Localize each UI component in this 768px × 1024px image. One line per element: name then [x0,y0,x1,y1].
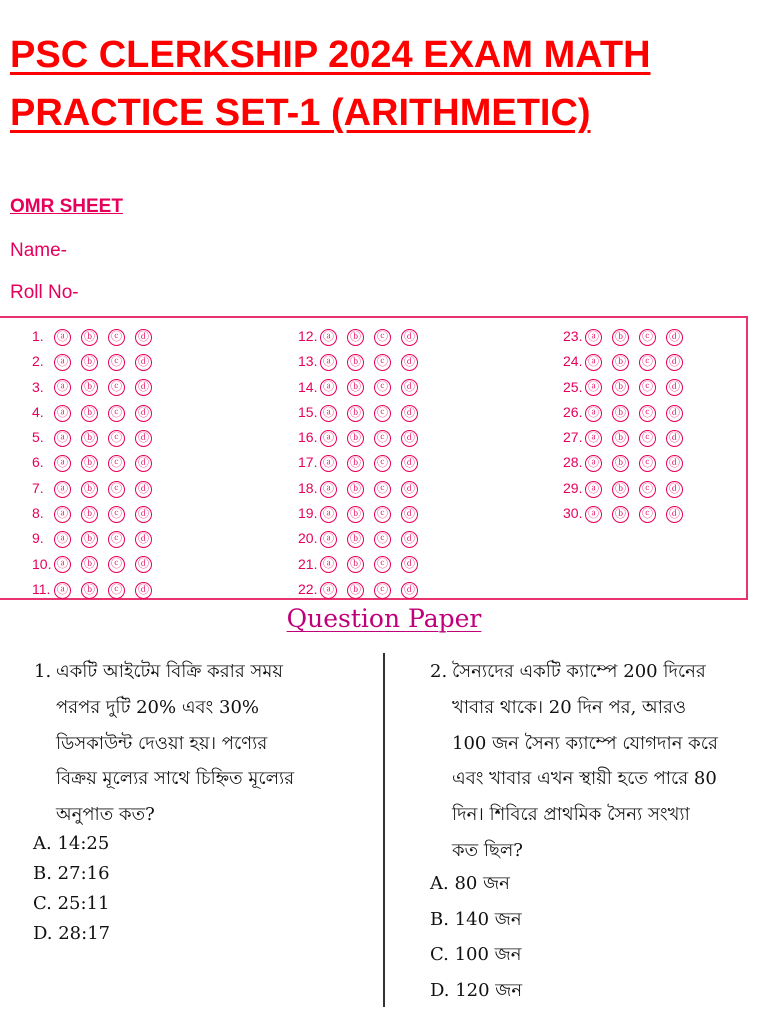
omr-bubble[interactable]: ⓒ [108,379,125,396]
omr-bubble[interactable]: ⓒ [108,481,125,498]
omr-bubble[interactable]: ⓒ [639,430,656,447]
omr-row [563,425,693,450]
omr-bubble[interactable]: ⓓ [135,379,152,396]
omr-bubble[interactable]: ⓒ [108,506,125,523]
omr-row [563,324,693,349]
answer-option: D. 120 জন [430,979,523,1001]
question-paper-heading: Question Paper [286,604,482,633]
omr-bubble[interactable]: ⓒ [108,556,125,573]
omr-question-number: 30. [563,505,583,522]
omr-bubble[interactable]: ⓓ [666,405,683,422]
omr-bubble[interactable]: ⓒ [374,430,391,447]
omr-bubble[interactable]: ⓑ [612,481,629,498]
omr-bubble[interactable]: ⓓ [135,556,152,573]
omr-bubble[interactable]: ⓐ [54,379,71,396]
question-line: ডিসকাউন্ট দেওয়া হয়। পণ্যের [56,732,268,754]
page-title [10,26,760,142]
omr-bubble[interactable]: ⓑ [612,354,629,371]
omr-bubble[interactable]: ⓐ [54,506,71,523]
omr-row [32,476,162,501]
title-line-2: PRACTICE SET-1 (ARITHMETIC) [10,92,591,134]
question-1-number: 1. [34,661,52,682]
omr-bubble[interactable]: ⓐ [585,405,602,422]
omr-question-number: 7. [32,479,44,496]
answer-option: B. 140 জন [430,908,522,930]
omr-bubble[interactable]: ⓒ [639,405,656,422]
omr-question-number: 12. [298,328,318,344]
omr-row [32,526,162,551]
omr-row [32,324,162,349]
omr-question-number: 6. [32,454,44,471]
omr-bubble[interactable]: ⓑ [347,582,364,599]
omr-bubble[interactable]: ⓑ [81,556,98,573]
omr-bubble[interactable]: ⓑ [81,379,98,396]
omr-bubble[interactable]: ⓒ [639,354,656,371]
question-line: একটি আইটেম বিক্রি করার সময় [56,661,283,682]
question-line: কত ছিল? [452,839,523,861]
omr-bubble[interactable]: ⓐ [54,455,71,472]
omr-bubble[interactable]: ⓑ [81,455,98,472]
answer-option: A. 80 জন [430,873,510,894]
roll-field-label: Roll No- [10,282,79,303]
omr-answer-grid [0,316,748,600]
omr-bubble[interactable]: ⓑ [347,481,364,498]
omr-bubble[interactable]: ⓑ [81,481,98,498]
omr-question-number: 2. [32,353,44,370]
omr-question-number: 20. [298,530,318,547]
omr-question-number: 29. [563,479,583,496]
omr-bubble[interactable]: ⓒ [639,379,656,396]
omr-row [32,375,162,400]
omr-question-number: 13. [298,353,318,370]
omr-bubble[interactable]: ⓒ [639,481,656,498]
omr-row [563,450,693,475]
omr-bubble[interactable]: ⓐ [54,354,71,371]
question-2-text [452,654,718,869]
omr-row [298,476,428,501]
omr-bubble[interactable]: ⓓ [135,481,152,498]
omr-bubble[interactable]: ⓓ [135,354,152,371]
omr-bubble[interactable]: ⓓ [135,531,152,548]
omr-bubble[interactable]: ⓑ [347,430,364,447]
omr-row [298,526,428,551]
omr-bubble[interactable]: ⓐ [54,430,71,447]
omr-bubble[interactable]: ⓑ [347,506,364,523]
question-line: সৈন্যদের একটি ক্যাম্পে 200 দিনের [452,661,706,682]
omr-bubble[interactable]: ⓐ [320,379,337,396]
question-1-text [56,654,294,833]
omr-bubble[interactable]: ⓐ [585,430,602,447]
omr-bubble[interactable]: ⓓ [666,481,683,498]
omr-question-number: 21. [298,555,318,572]
omr-question-number: 22. [298,580,318,597]
omr-bubble[interactable]: ⓐ [54,582,71,599]
omr-bubble[interactable]: ⓓ [135,430,152,447]
omr-row [298,324,428,349]
omr-bubble[interactable]: ⓒ [639,329,656,346]
omr-bubble[interactable]: ⓑ [347,354,364,371]
omr-bubble[interactable]: ⓓ [401,405,418,422]
omr-row [563,501,693,526]
omr-bubble[interactable]: ⓑ [81,430,98,447]
omr-bubble[interactable]: ⓒ [108,329,125,346]
omr-bubble[interactable]: ⓒ [374,329,391,346]
omr-column-1 [32,324,162,602]
omr-bubble[interactable]: ⓓ [135,329,152,346]
omr-bubble[interactable]: ⓓ [401,354,418,371]
omr-bubble[interactable]: ⓓ [401,556,418,573]
omr-row [563,349,693,374]
omr-bubble[interactable]: ⓒ [374,354,391,371]
omr-bubble[interactable]: ⓑ [612,405,629,422]
omr-bubble[interactable]: ⓓ [135,455,152,472]
omr-bubble[interactable]: ⓐ [320,455,337,472]
omr-bubble[interactable]: ⓑ [347,556,364,573]
omr-question-number: 23. [563,328,583,344]
omr-row [563,400,693,425]
question-line: পরপর দুটি 20% এবং 30% [56,696,260,718]
omr-bubble[interactable]: ⓓ [401,481,418,498]
omr-bubble[interactable]: ⓒ [374,556,391,573]
omr-bubble[interactable]: ⓑ [612,379,629,396]
omr-question-number: 3. [32,378,44,395]
answer-option: A. 14:25 [33,833,110,854]
omr-row [298,552,428,577]
question-line: খাবার থাকে। 20 দিন পর, আরও [452,696,687,718]
omr-question-number: 11. [32,580,51,597]
omr-bubble[interactable]: ⓒ [639,506,656,523]
answer-option: C. 25:11 [33,893,110,914]
omr-bubble[interactable]: ⓐ [320,582,337,599]
omr-bubble[interactable]: ⓐ [54,481,71,498]
omr-bubble[interactable]: ⓒ [374,531,391,548]
omr-bubble[interactable]: ⓓ [135,405,152,422]
omr-bubble[interactable]: ⓑ [81,506,98,523]
omr-bubble[interactable]: ⓐ [585,455,602,472]
omr-question-number: 9. [32,530,44,547]
omr-bubble[interactable]: ⓒ [108,354,125,371]
omr-bubble[interactable]: ⓒ [108,531,125,548]
omr-bubble[interactable]: ⓓ [401,329,418,346]
omr-bubble[interactable]: ⓐ [54,405,71,422]
omr-bubble[interactable]: ⓑ [612,455,629,472]
omr-question-number: 10. [32,555,52,572]
omr-bubble[interactable]: ⓑ [612,430,629,447]
omr-bubble[interactable]: ⓒ [374,481,391,498]
omr-question-number: 15. [298,403,318,420]
omr-question-number: 25. [563,378,583,395]
omr-bubble[interactable]: ⓑ [81,354,98,371]
name-field-label: Name- [10,240,68,261]
omr-bubble[interactable]: ⓐ [320,556,337,573]
omr-bubble[interactable]: ⓒ [374,405,391,422]
omr-bubble[interactable]: ⓐ [54,531,71,548]
question-line: এবং খাবার এখন স্থায়ী হতে পারে 80 [452,768,717,790]
omr-bubble[interactable]: ⓓ [135,582,152,599]
omr-bubble[interactable]: ⓑ [347,531,364,548]
omr-bubble[interactable]: ⓑ [81,329,98,346]
omr-bubble[interactable]: ⓒ [374,455,391,472]
omr-bubble[interactable]: ⓓ [401,379,418,396]
omr-row [298,349,428,374]
omr-question-number: 5. [32,429,44,446]
omr-bubble[interactable]: ⓑ [612,506,629,523]
omr-row [298,450,428,475]
omr-row [298,400,428,425]
omr-row [32,349,162,374]
omr-bubble[interactable]: ⓒ [108,430,125,447]
omr-bubble[interactable]: ⓑ [81,582,98,599]
omr-bubble[interactable]: ⓓ [666,329,683,346]
omr-question-number: 18. [298,479,318,496]
omr-bubble[interactable]: ⓐ [320,430,337,447]
omr-row [298,577,428,602]
omr-bubble[interactable]: ⓓ [401,455,418,472]
omr-bubble[interactable]: ⓑ [347,455,364,472]
answer-option: B. 27:16 [33,863,110,884]
question-line: দিন। শিবিরে প্রাথমিক সৈন্য সংখ্যা [452,804,690,826]
omr-row [298,501,428,526]
omr-question-number: 26. [563,403,583,420]
answer-option: C. 100 জন [430,944,522,965]
omr-question-number: 1. [32,328,44,344]
omr-bubble[interactable]: ⓓ [666,354,683,371]
omr-question-number: 14. [298,378,318,395]
omr-bubble[interactable]: ⓒ [108,582,125,599]
omr-bubble[interactable]: ⓒ [374,582,391,599]
omr-bubble[interactable]: ⓓ [666,506,683,523]
omr-question-number: 19. [298,505,318,522]
omr-bubble[interactable]: ⓑ [612,329,629,346]
omr-row [32,400,162,425]
omr-bubble[interactable]: ⓐ [585,354,602,371]
question-line: অনুপাত কত? [56,804,155,826]
omr-bubble[interactable]: ⓐ [585,481,602,498]
question-line: 100 জন সৈন্য ক্যাম্পে যোগদান করে [452,732,718,754]
omr-bubble[interactable]: ⓓ [401,531,418,548]
omr-row [32,577,162,602]
omr-bubble[interactable]: ⓑ [81,405,98,422]
question-2-number: 2. [430,661,448,682]
omr-bubble[interactable]: ⓓ [666,430,683,447]
omr-bubble[interactable]: ⓑ [347,405,364,422]
omr-bubble[interactable]: ⓓ [401,430,418,447]
omr-question-number: 17. [298,454,318,471]
omr-row [32,501,162,526]
omr-question-number: 24. [563,353,583,370]
omr-bubble[interactable]: ⓓ [401,582,418,599]
column-divider [383,653,385,1007]
omr-column-2 [298,324,428,602]
omr-row [32,552,162,577]
omr-bubble[interactable]: ⓓ [666,379,683,396]
omr-bubble[interactable]: ⓒ [108,455,125,472]
omr-row [563,375,693,400]
omr-bubble[interactable]: ⓒ [374,506,391,523]
omr-question-number: 27. [563,429,583,446]
omr-bubble[interactable]: ⓐ [320,531,337,548]
omr-question-number: 8. [32,505,44,522]
omr-bubble[interactable]: ⓒ [374,379,391,396]
omr-bubble[interactable]: ⓓ [135,506,152,523]
omr-row [32,425,162,450]
omr-row [32,450,162,475]
omr-column-3 [563,324,693,526]
title-line-1: PSC CLERKSHIP 2024 EXAM MATH [10,34,651,76]
omr-bubble[interactable]: ⓐ [320,405,337,422]
omr-question-number: 4. [32,403,44,420]
question-line: বিক্রয় মূল্যের সাথে চিহ্নিত মূল্যের [56,768,295,790]
omr-bubble[interactable]: ⓒ [108,405,125,422]
omr-bubble[interactable]: ⓐ [54,556,71,573]
omr-question-number: 16. [298,429,318,446]
omr-bubble[interactable]: ⓐ [320,329,337,346]
omr-bubble[interactable]: ⓑ [81,531,98,548]
omr-row [298,375,428,400]
omr-bubble[interactable]: ⓒ [639,455,656,472]
omr-bubble[interactable]: ⓓ [401,506,418,523]
omr-bubble[interactable]: ⓑ [347,329,364,346]
answer-option: D. 28:17 [33,923,111,944]
omr-bubble[interactable]: ⓐ [320,354,337,371]
omr-row [298,425,428,450]
omr-question-number: 28. [563,454,583,471]
omr-bubble[interactable]: ⓐ [585,379,602,396]
omr-bubble[interactable]: ⓑ [347,379,364,396]
omr-bubble[interactable]: ⓐ [320,506,337,523]
omr-bubble[interactable]: ⓐ [585,329,602,346]
omr-sheet-label: OMR SHEET [10,196,123,217]
omr-bubble[interactable]: ⓐ [54,329,71,346]
omr-bubble[interactable]: ⓐ [320,481,337,498]
omr-bubble[interactable]: ⓓ [666,455,683,472]
omr-bubble[interactable]: ⓐ [585,506,602,523]
omr-row [563,476,693,501]
